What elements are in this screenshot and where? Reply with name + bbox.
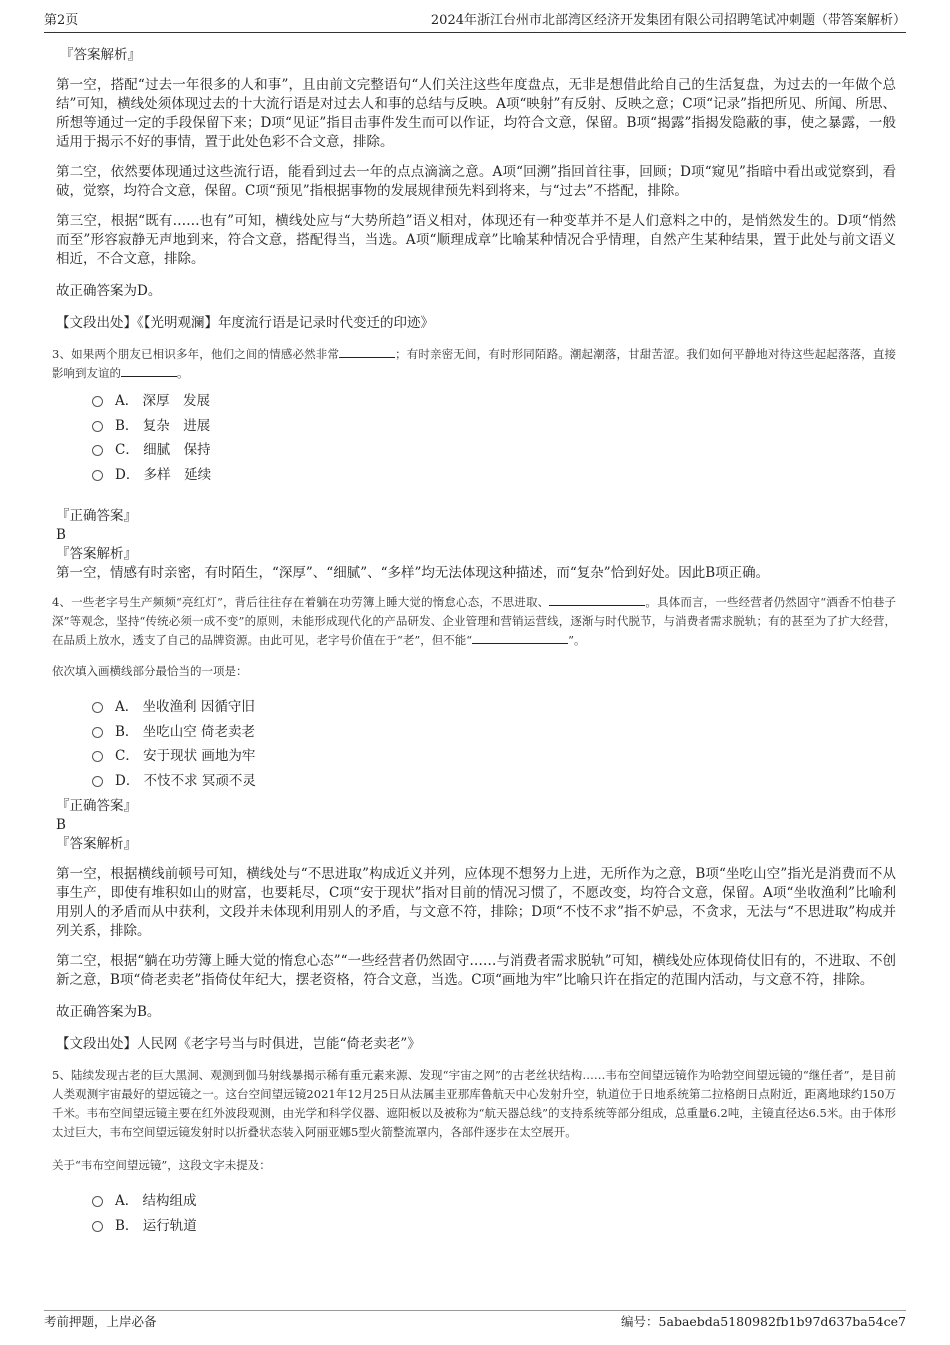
answer-blank [549, 593, 645, 606]
analysis-paragraph: 第二空，依然要体现通过这些流行语，能看到过去一年的点点滴滴之意。A项“回溯”指回首往事，回顾；D项“窥见”指暗中看出或觉察到，看破，觉察，均符合文意，保留。C项“预见”指根据事物的发展规律预先料到将来，与“过去”不搭配，排除。 [56, 164, 896, 199]
source-citation: 【文段出处】人民网《老字号当与时俱进，岂能“倚老卖老”》 [56, 1036, 421, 1052]
analysis-label: 『答案解析』 [56, 836, 137, 852]
analysis-paragraph: 第一空，根据横线前顿号可知，横线处与“不思进取”构成近义并列，应体现不想努力上进，无所作为之意，B项“坐吃山空”指光是消费而不从事生产，即使有堆积如山的财富，也要耗尽，C项“安于现状”指对目前的情况习惯了，不愿改变，均符合文意，保留。A项“坐收渔利”比喻利用别人的矛盾而从中获利，文段并未体现利用别人的矛盾，与文意不符，排除；D项“不忮不求”指不妒忌，不贪求，无法与“不思进取”构成并列关系，排除。 [56, 866, 896, 939]
option-list [92, 1189, 896, 1238]
radio-icon[interactable] [92, 1196, 103, 1207]
correct-answer: B [56, 527, 66, 543]
option-b[interactable]: B． 复杂 进展 [92, 414, 896, 439]
question-stem: 3、如果两个朋友已相识多年，他们之间的情感必然非常 ；有时亲密无间，有时形同陌路。潮起潮落，甘甜苦涩。我们如何平静地对待这些起起落落，直接影响到友谊的 。 [52, 347, 896, 380]
question-5 [52, 1066, 896, 1238]
question-stem: 5、陆续发现古老的巨大黑洞、观测到伽马射线暴揭示稀有重元素来源、发现“宇宙之网”的古老丝状结构……韦布空间望远镜作为哈勃空间望远镜的“继任者”，是目前人类观测宇宙最好的望远镜之一。这台空间望远镜2021年12月25日从法属圭亚那库鲁航天中心发射升空，轨道位于日地系统第二拉格朗日点附近，距离地球约150万千米。韦布空间望远镜主要在红外波段观测，由光学和科学仪器、遮阳板以及被称为“航天器总线”的支持系统等部分组成，总重量6.2吨，主镜直径达6.5米。由于体形太过巨大，韦布空间望远镜发射时以折叠状态装入阿丽亚娜5型火箭整流罩内，各部件逐步在太空展开。 [52, 1068, 896, 1139]
option-a[interactable]: A． 深厚 发展 [92, 389, 896, 414]
page-footer [44, 1310, 906, 1333]
page-number: 第2页 [44, 13, 79, 28]
option-c[interactable]: C． 安于现状 画地为牢 [92, 744, 896, 769]
answer-blank [472, 631, 568, 644]
correct-answer-label: 『正确答案』 [56, 508, 137, 524]
radio-icon[interactable] [92, 445, 103, 456]
radio-icon[interactable] [92, 421, 103, 432]
analysis-label: 『答案解析』 [56, 546, 137, 562]
analysis-paragraph: 第一空，搭配“过去一年很多的人和事”，且由前文完整语句“人们关注这些年度盘点，无非是想借此给自己的生活复盘，为过去的一年做个总结”可知，横线处须体现过去的十大流行语是对过去人和事的总结与反映。A项“映射”有反射、反映之意；C项“记录”指把所见、所闻、所思、所想等通过一定的手段保留下来；D项“见证”指目击事件发生而可以作证，均符合文意，保留。B项“揭露”指揭发隐蔽的事，使之暴露，一般适用于揭示不好的事情，置于此处色彩不合文意，排除。 [56, 77, 896, 150]
correct-answer-label: 『正确答案』 [56, 798, 137, 814]
question-stem: 4、一些老字号生产频频“亮红灯”，背后往往存在着躺在功劳簿上睡大觉的惰怠心态，不思进取、 。具体而言，一些经营者仍然固守“酒香不怕巷子深”等观念，坚持“传统必须一成不变”的原则，未能形成现代化的产品研发、企业管理和营销运营线，逐渐与时代脱节，与消费者需求脱轨；有的甚至为了扩大经营，在品质上放水，透支了自己的品牌资源。由此可见，老字号价值在于“老”，但不能“ ”。 [52, 595, 896, 647]
question-3 [52, 345, 896, 583]
radio-icon[interactable] [92, 727, 103, 738]
radio-icon[interactable] [92, 702, 103, 713]
document-title: 2024年浙江台州市北部湾区经济开发集团有限公司招聘笔试冲刺题（带答案解析） [430, 13, 906, 28]
analysis-paragraph: 第二空，根据“躺在功劳簿上睡大觉的惰怠心态”“一些经营者仍然固守……与消费者需求脱轨”可知，横线处应体现倚仗旧有的，不进取、不创新之意，B项“倚老卖老”指倚仗年纪大，摆老资格，符合文意，当选。C项“画地为牢”比喻只许在指定的范围内活动，与文意不符，排除。 [56, 953, 896, 988]
document-id: 编号：5abaebda5180982fb1b97d637ba54ce7 [621, 1314, 906, 1329]
radio-icon[interactable] [92, 396, 103, 407]
option-b[interactable]: B． 运行轨道 [92, 1214, 896, 1239]
answer-conclusion: 故正确答案为B。 [56, 1004, 161, 1020]
radio-icon[interactable] [92, 470, 103, 481]
source-citation: 【文段出处】《【光明观澜】年度流行语是记录时代变迁的印迹》 [56, 315, 434, 331]
answer-blank [339, 345, 395, 358]
question-prompt: 关于“韦布空间望远镜”，这段文字未提及： [52, 1158, 271, 1172]
option-a[interactable]: A． 坐收渔利 因循守旧 [92, 695, 896, 720]
option-list [92, 695, 896, 793]
question-4 [52, 593, 896, 1054]
radio-icon[interactable] [92, 776, 103, 787]
analysis-label: 『答案解析』 [60, 47, 141, 63]
analysis-paragraph: 第三空，根据“既有……也有”可知，横线处应与“大势所趋”语义相对，体现还有一种变革并不是人们意料之中的，是悄然发生的。D项“悄然而至”形容寂静无声地到来，符合文意，搭配得当，当选。A项“顺理成章”比喻某种情况合乎情理，自然产生某种结果，置于此处与前文语义相近，不合文意，排除。 [56, 213, 896, 267]
option-list [92, 389, 896, 487]
option-d[interactable]: D． 不忮不求 冥顽不灵 [92, 769, 896, 794]
option-b[interactable]: B． 坐吃山空 倚老卖老 [92, 720, 896, 745]
option-a[interactable]: A． 结构组成 [92, 1189, 896, 1214]
analysis-paragraph: 第一空，情感有时亲密，有时陌生，“深厚”、“细腻”、“多样”均无法体现这种描述，而“复杂”恰到好处。因此B项正确。 [56, 565, 770, 581]
option-c[interactable]: C． 细腻 保持 [92, 438, 896, 463]
option-d[interactable]: D． 多样 延续 [92, 463, 896, 488]
radio-icon[interactable] [92, 1221, 103, 1232]
correct-answer: B [56, 817, 66, 833]
page-header [44, 10, 906, 33]
answer-blank [121, 364, 177, 377]
answer-conclusion: 故正确答案为D。 [56, 283, 162, 299]
document-body [52, 46, 896, 1238]
footer-slogan: 考前押题，上岸必备 [44, 1314, 157, 1329]
radio-icon[interactable] [92, 751, 103, 762]
question-prompt: 依次填入画横线部分最恰当的一项是： [52, 664, 248, 678]
